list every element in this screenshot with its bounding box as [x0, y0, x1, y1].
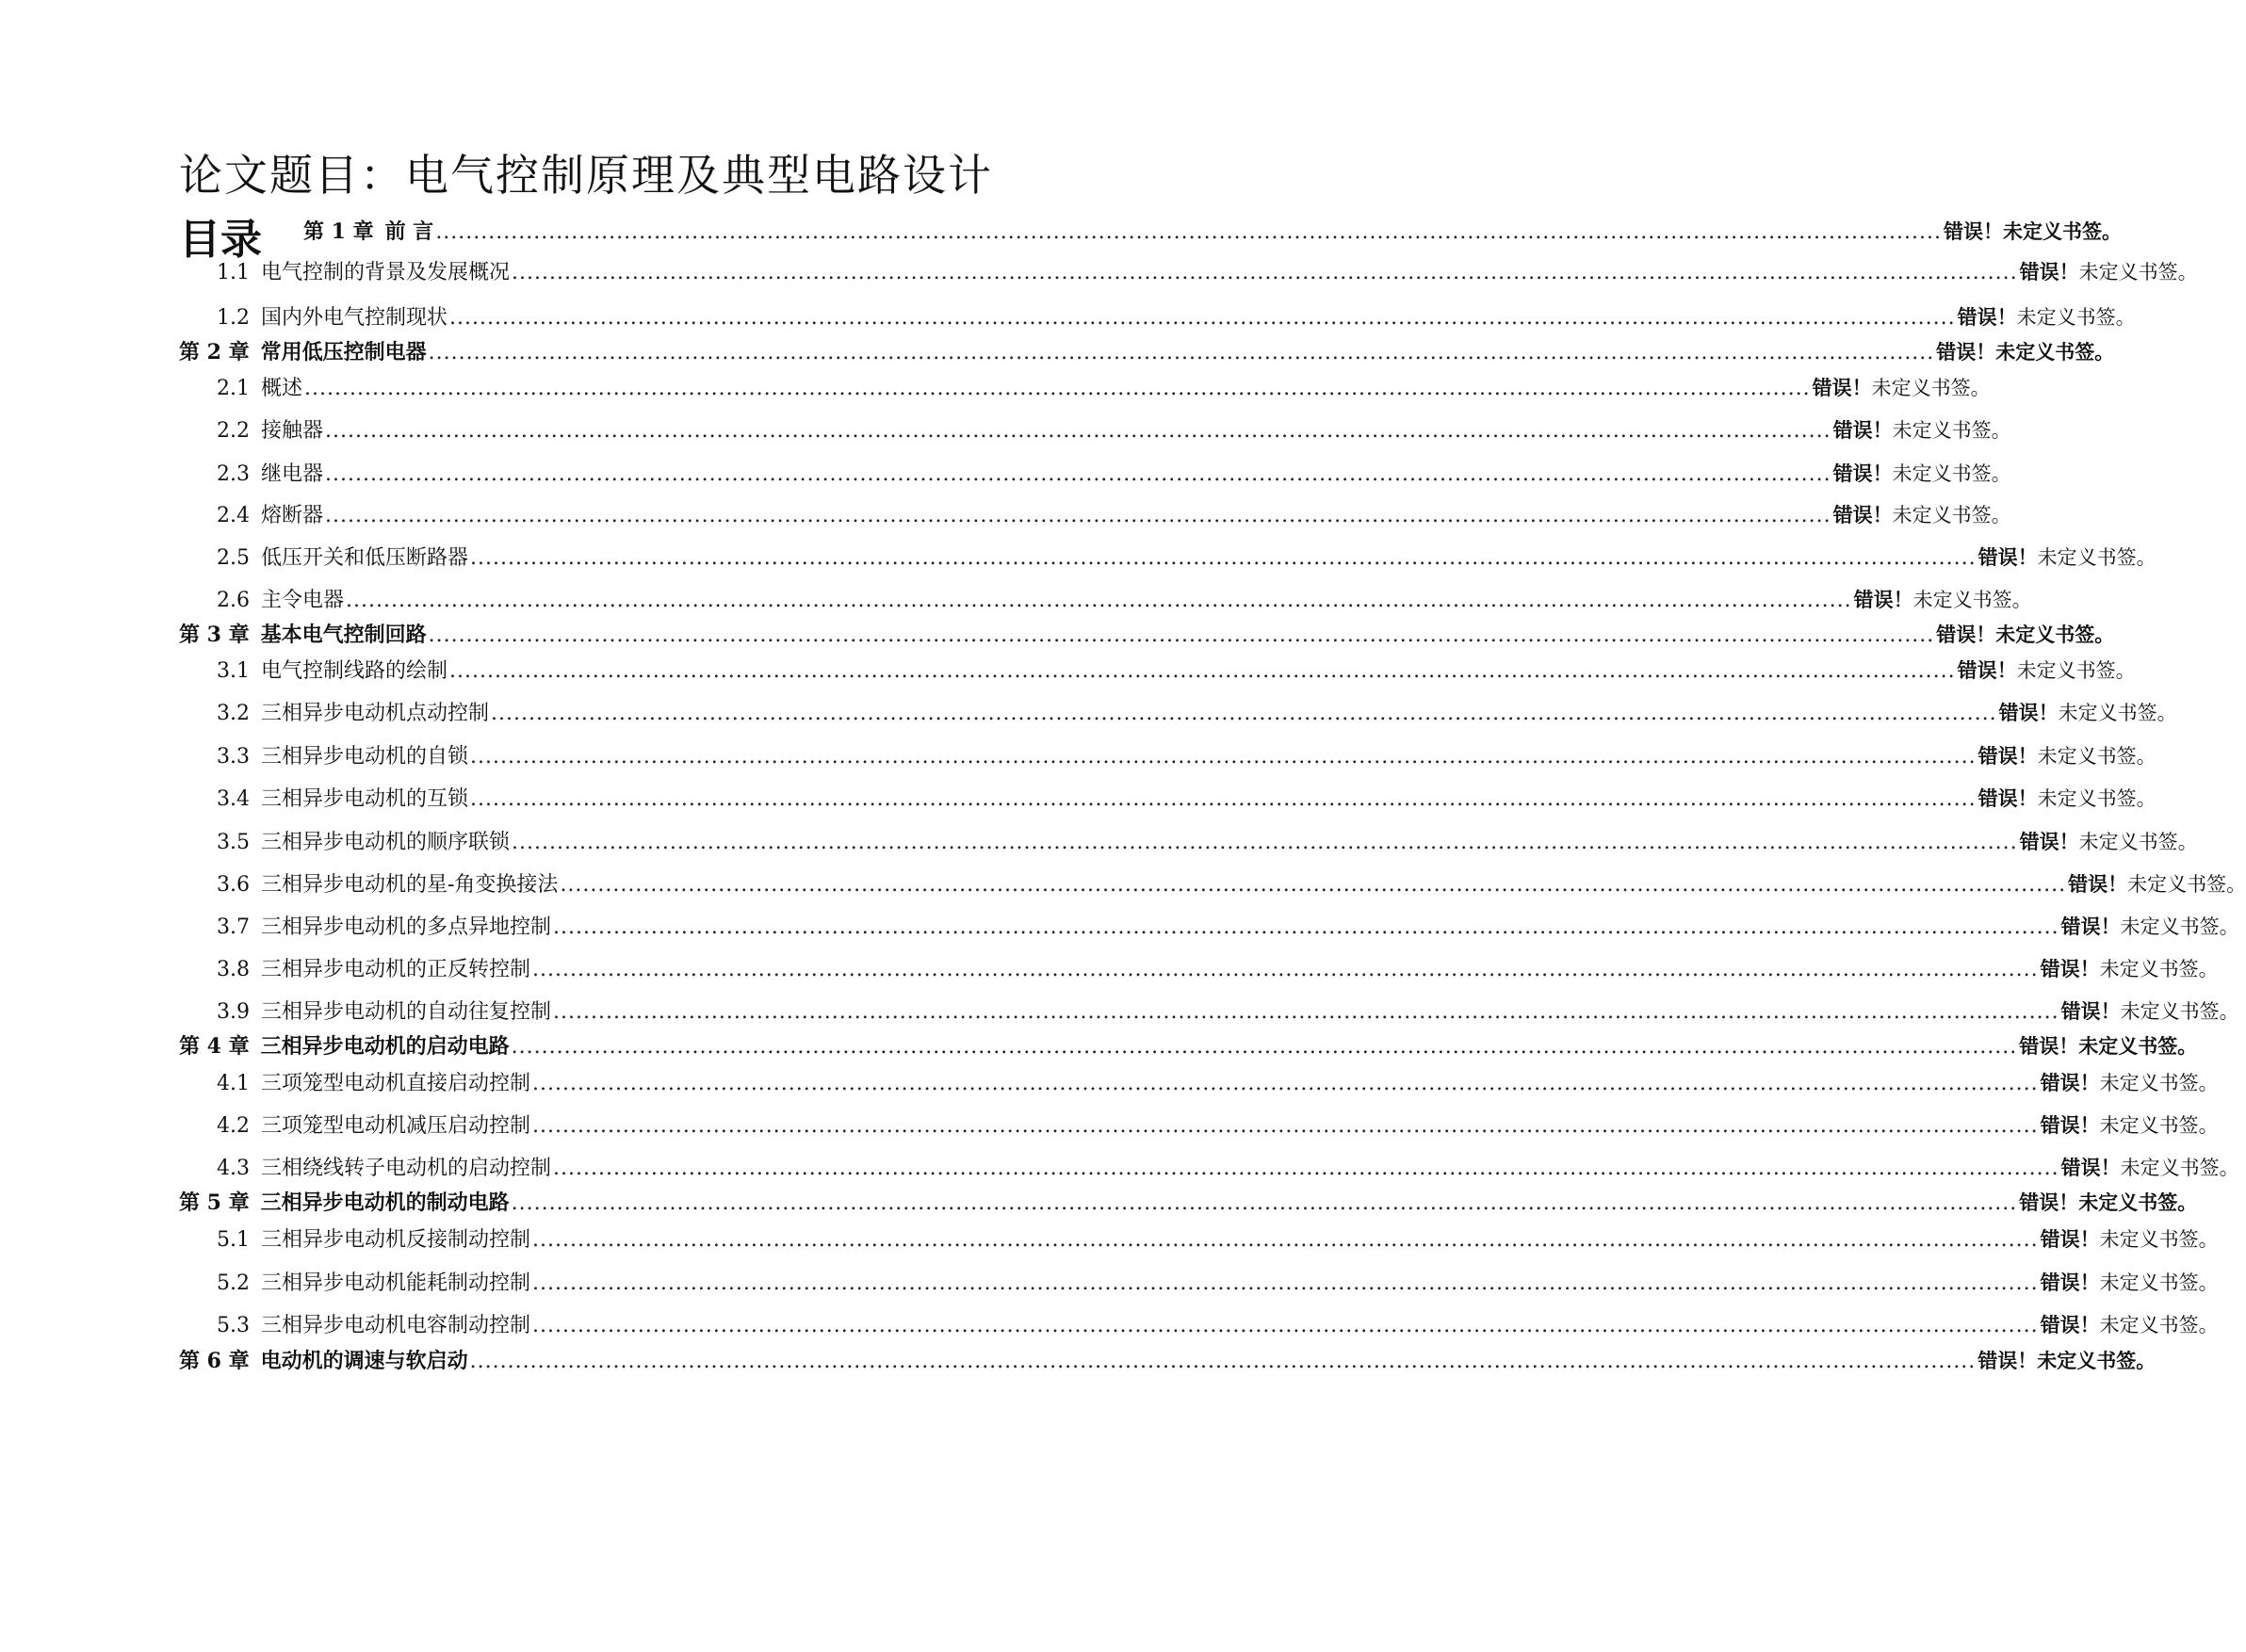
toc-chapter-entry[interactable]: [303, 216, 2122, 244]
toc-page-ref-error: [1833, 500, 2011, 528]
toc-entry-number: 3.7: [217, 915, 250, 939]
error-suffix: 未定义书签。: [2099, 1271, 2219, 1294]
thesis-title: 论文题目：电气控制原理及典型电路设计: [179, 150, 993, 201]
toc-entry-number: 第 5 章: [179, 1190, 250, 1215]
error-suffix: 未定义书签。: [1871, 377, 1991, 399]
toc-entry-number: 2.1: [217, 377, 250, 400]
toc-section-entry[interactable]: [217, 372, 1991, 400]
error-prefix: 错误！: [1977, 745, 2038, 768]
error-prefix: 错误！: [2060, 1157, 2121, 1179]
toc-entry-title: 三相异步电动机的制动电路: [260, 1190, 510, 1215]
error-suffix: 未定义书签。: [2037, 546, 2156, 569]
toc-entry-number: 5.2: [217, 1271, 250, 1295]
toc-entry-title: 接触器: [261, 419, 324, 443]
toc-entry-title: 三相异步电动机的启动电路: [260, 1034, 510, 1059]
error-suffix: 未定义书签。: [2058, 702, 2177, 724]
toc-entry-title: 概述: [261, 377, 303, 400]
toc-dot-leader: ........................................................................................................................................................................................................: [532, 1072, 2039, 1095]
toc-entry-title: 三相异步电动机的互锁: [261, 787, 469, 811]
toc-entry-number: 第 1 章: [303, 219, 374, 244]
error-prefix: 错误！: [2040, 1114, 2100, 1137]
toc-dot-leader: ........................................................................................................................................................................................................: [560, 873, 2067, 897]
toc-entry-title: 继电器: [261, 462, 324, 486]
toc-dot-leader: ........................................................................................................................................................................................................: [553, 915, 2059, 939]
error-prefix: 错误！: [1977, 1350, 2038, 1372]
toc-chapter-entry[interactable]: [179, 1030, 2198, 1059]
toc-page-ref-error: [1854, 585, 2032, 613]
error-suffix: 未定义书签。: [2016, 659, 2136, 682]
toc-dot-leader: ........................................................................................................................................................................................................: [325, 419, 1831, 443]
toc-entry-number: 3.8: [217, 958, 250, 981]
toc-entry-number: 5.1: [217, 1228, 250, 1252]
toc-entry-title: 基本电气控制回路: [260, 623, 427, 647]
toc-entry-title: 常用低压控制电器: [260, 340, 427, 364]
toc-section-entry[interactable]: [217, 458, 2011, 486]
toc-dot-leader: ........................................................................................................................................................................................................: [511, 1191, 2018, 1215]
toc-section-entry[interactable]: [217, 996, 2239, 1024]
toc-dot-leader: ........................................................................................................................................................................................................: [553, 1000, 2059, 1024]
error-prefix: 错误！: [1998, 702, 2059, 724]
toc-entry-title: 电气控制线路的绘制: [261, 659, 448, 683]
toc-entry-number: 第 2 章: [179, 340, 250, 364]
error-suffix: 未定义书签。: [2037, 745, 2156, 768]
toc-dot-leader: ........................................................................................................................................................................................................: [512, 831, 2018, 854]
error-prefix: 错误！: [1977, 787, 2038, 810]
error-suffix: 未定义书签。: [2099, 1228, 2219, 1251]
error-prefix: 错误！: [1832, 504, 1893, 526]
toc-entry-title: 主令电器: [261, 589, 345, 612]
toc-entry-title: 熔断器: [261, 504, 324, 527]
error-suffix: 未定义书签。: [1995, 624, 2115, 646]
toc-section-entry[interactable]: [217, 414, 2011, 443]
error-suffix: 未定义书签。: [2078, 1035, 2198, 1058]
toc-entry-title: 三相异步电动机点动控制: [261, 702, 490, 725]
toc-entry-number: 第 3 章: [179, 623, 250, 647]
toc-page-ref-error: [2041, 1268, 2219, 1296]
error-suffix: 未定义书签。: [2037, 787, 2156, 810]
toc-entry-number: 1.2: [217, 306, 250, 330]
error-prefix: 错误！: [2019, 1191, 2079, 1214]
error-suffix: 未定义书签。: [2099, 1072, 2219, 1094]
toc-page-ref-error: [1958, 656, 2136, 684]
toc-entry-number: 3.4: [217, 787, 250, 811]
error-prefix: 错误！: [1936, 624, 1996, 646]
toc-entry-number: 4.3: [217, 1157, 250, 1180]
toc-dot-leader: ........................................................................................................................................................................................................: [532, 1314, 2039, 1337]
toc-section-entry[interactable]: [217, 1067, 2219, 1095]
toc-entry-number: 1.1: [217, 261, 250, 284]
toc-entry-number: 5.3: [217, 1314, 250, 1337]
toc-dot-leader: ........................................................................................................................................................................................................: [470, 546, 1977, 570]
error-prefix: 错误！: [1977, 546, 2038, 569]
toc-entry-number: 2.3: [217, 462, 250, 486]
toc-page-ref-error: [1833, 459, 2011, 487]
error-prefix: 错误！: [1853, 589, 1913, 611]
toc-dot-leader: ........................................................................................................................................................................................................: [532, 958, 2039, 981]
toc-page-ref-error: [1813, 373, 1991, 401]
error-prefix: 错误！: [1832, 419, 1893, 442]
error-suffix: 未定义书签。: [1892, 419, 2011, 442]
toc-dot-leader: ........................................................................................................................................................................................................: [470, 787, 1977, 811]
error-prefix: 错误！: [2019, 261, 2079, 283]
error-prefix: 错误！: [1957, 659, 2017, 682]
toc-heading: 目录: [179, 216, 262, 264]
toc-page-ref-error: [2041, 1110, 2219, 1139]
toc-entry-title: 三相异步电动机的顺序联锁: [261, 831, 511, 854]
toc-page-ref-error: [2068, 869, 2246, 898]
toc-page-ref-error: [2061, 912, 2239, 940]
error-suffix: 未定义书签。: [2099, 1314, 2219, 1336]
toc-page-ref-error: [2019, 1188, 2197, 1216]
toc-entry-title: 电气控制的背景及发展概况: [261, 261, 511, 284]
toc-entry-title: 三相异步电动机电容制动控制: [261, 1314, 531, 1337]
toc-section-entry[interactable]: [217, 301, 2136, 330]
toc-chapter-entry[interactable]: [179, 619, 2115, 647]
error-suffix: 未定义书签。: [2016, 306, 2136, 329]
toc-dot-leader: ........................................................................................................................................................................................................: [449, 306, 1956, 330]
toc-entry-number: 4.2: [217, 1114, 250, 1138]
toc-entry-number: 第 6 章: [179, 1349, 250, 1373]
toc-entry-number: 3.6: [217, 873, 250, 897]
toc-section-entry[interactable]: [217, 1309, 2219, 1337]
toc-chapter-entry[interactable]: [179, 1345, 2156, 1373]
error-prefix: 错误！: [2040, 1228, 2100, 1251]
toc-entry-title: 国内外电气控制现状: [261, 306, 448, 330]
toc-page-ref-error: [2041, 1224, 2219, 1253]
toc-dot-leader: ........................................................................................................................................................................................................: [449, 659, 1956, 683]
toc-page-ref-error: [2061, 996, 2239, 1025]
error-prefix: 错误！: [2068, 873, 2128, 896]
error-suffix: 未定义书签。: [1912, 589, 2032, 611]
toc-entry-number: 2.4: [217, 504, 250, 527]
error-prefix: 错误！: [1812, 377, 1872, 399]
toc-section-entry[interactable]: [217, 499, 2011, 527]
toc-section-entry[interactable]: [217, 826, 2198, 854]
toc-dot-leader: ........................................................................................................................................................................................................: [428, 341, 1935, 364]
toc-dot-leader: ........................................................................................................................................................................................................: [435, 220, 1942, 244]
toc-section-entry[interactable]: [217, 655, 2136, 683]
toc-section-entry[interactable]: [217, 256, 2198, 284]
toc-entry-title: 三相异步电动机的自锁: [261, 745, 469, 769]
error-suffix: 未定义书签。: [2127, 873, 2246, 896]
error-suffix: 未定义书签。: [1892, 462, 2011, 485]
toc-section-entry[interactable]: [217, 1109, 2219, 1138]
toc-entry-title: 三相异步电动机的多点异地控制: [261, 915, 552, 939]
error-suffix: 未定义书签。: [2078, 261, 2198, 283]
toc-entry-number: 4.1: [217, 1072, 250, 1095]
toc-entry-number: 2.2: [217, 419, 250, 443]
toc-section-entry[interactable]: [217, 1267, 2219, 1295]
toc-section-entry[interactable]: [217, 584, 2032, 612]
toc-dot-leader: ........................................................................................................................................................................................................: [512, 261, 2018, 284]
toc-dot-leader: ........................................................................................................................................................................................................: [532, 1114, 2039, 1138]
error-prefix: 错误！: [1943, 220, 2003, 243]
toc-page-ref-error: [2041, 1068, 2219, 1096]
toc-section-entry[interactable]: [217, 911, 2239, 939]
toc-page-ref-error: [1958, 302, 2136, 331]
error-suffix: 未定义书签。: [2078, 831, 2198, 853]
toc-entry-title: 三相异步电动机能耗制动控制: [261, 1271, 531, 1295]
toc-entry-title: 三相异步电动机反接制动控制: [261, 1228, 531, 1252]
error-prefix: 错误！: [1957, 306, 2017, 329]
toc-page-ref-error: [2041, 954, 2219, 982]
toc-page-ref-error: [2020, 827, 2198, 855]
error-prefix: 错误！: [1832, 462, 1893, 485]
toc-entry-number: 2.5: [217, 546, 250, 570]
toc-dot-leader: ........................................................................................................................................................................................................: [491, 702, 1997, 725]
toc-dot-leader: ........................................................................................................................................................................................................: [304, 377, 1811, 400]
toc-section-entry[interactable]: [217, 697, 2177, 725]
toc-section-entry[interactable]: [217, 1152, 2239, 1180]
toc-entry-title: 三相异步电动机的星-角变换接法: [261, 873, 559, 897]
toc-section-entry[interactable]: [217, 740, 2156, 769]
toc-entry-number: 3.1: [217, 659, 250, 683]
toc-dot-leader: ........................................................................................................................................................................................................: [511, 1035, 2018, 1059]
toc-page-ref-error: [2019, 1031, 2197, 1060]
error-suffix: 未定义书签。: [2037, 1350, 2156, 1372]
toc-page-ref-error: [1977, 1346, 2156, 1374]
error-suffix: 未定义书签。: [2002, 220, 2122, 243]
toc-page-ref-error: [1978, 741, 2156, 769]
toc-entry-number: 3.2: [217, 702, 250, 725]
error-suffix: 未定义书签。: [2078, 1191, 2198, 1214]
toc-page-ref-error: [2041, 1310, 2219, 1338]
error-prefix: 错误！: [2040, 1072, 2100, 1094]
error-suffix: 未定义书签。: [2099, 1114, 2219, 1137]
error-prefix: 错误！: [2040, 1314, 2100, 1336]
toc-entry-title: 三项笼型电动机减压启动控制: [261, 1114, 531, 1138]
toc-page-ref-error: [2061, 1153, 2239, 1181]
toc-section-entry[interactable]: [217, 783, 2156, 811]
toc-entry-title: 电动机的调速与软启动: [260, 1349, 468, 1373]
error-suffix: 未定义书签。: [2099, 958, 2219, 980]
toc-section-entry[interactable]: [217, 1223, 2219, 1252]
error-suffix: 未定义书签。: [2120, 1157, 2239, 1179]
error-suffix: 未定义书签。: [2120, 1000, 2239, 1023]
error-prefix: 错误！: [2019, 831, 2079, 853]
toc-chapter-entry[interactable]: [179, 1187, 2198, 1215]
toc-dot-leader: ........................................................................................................................................................................................................: [469, 1350, 1977, 1373]
error-suffix: 未定义书签。: [1995, 341, 2115, 364]
toc-entry-title: 前 言: [384, 219, 434, 244]
error-prefix: 错误！: [2060, 1000, 2121, 1023]
toc-dot-leader: ........................................................................................................................................................................................................: [325, 462, 1831, 486]
toc-entry-number: 3.3: [217, 745, 250, 769]
toc-section-entry[interactable]: [217, 953, 2219, 981]
toc-page-ref-error: [1978, 784, 2156, 812]
toc-dot-leader: ........................................................................................................................................................................................................: [428, 624, 1935, 647]
error-suffix: 未定义书签。: [1892, 504, 2011, 526]
toc-entry-title: 三项笼型电动机直接启动控制: [261, 1072, 531, 1095]
toc-page-ref-error: [1978, 543, 2156, 571]
toc-chapter-entry[interactable]: [179, 336, 2115, 364]
toc-section-entry[interactable]: [217, 868, 2246, 897]
toc-page-ref-error: [1999, 698, 2177, 726]
toc-page-ref-error: [1936, 337, 2114, 365]
error-prefix: 错误！: [2019, 1035, 2079, 1058]
toc-dot-leader: ........................................................................................................................................................................................................: [346, 589, 1852, 612]
toc-entry-title: 三相异步电动机的自动往复控制: [261, 1000, 552, 1024]
toc-entry-title: 三相绕线转子电动机的启动控制: [261, 1157, 552, 1180]
toc-page-ref-error: [1833, 415, 2011, 444]
error-prefix: 错误！: [1936, 341, 1996, 364]
error-prefix: 错误！: [2040, 958, 2100, 980]
toc-page-ref-error: [1944, 217, 2122, 245]
toc-dot-leader: ........................................................................................................................................................................................................: [532, 1271, 2039, 1295]
toc-page-ref-error: [1936, 620, 2114, 648]
toc-dot-leader: ........................................................................................................................................................................................................: [470, 745, 1977, 769]
toc-page-ref-error: [2020, 257, 2198, 285]
toc-dot-leader: ........................................................................................................................................................................................................: [325, 504, 1831, 527]
error-prefix: 错误！: [2060, 915, 2121, 938]
toc-dot-leader: ........................................................................................................................................................................................................: [532, 1228, 2039, 1252]
toc-entry-number: 第 4 章: [179, 1034, 250, 1059]
toc-section-entry[interactable]: [217, 542, 2156, 570]
error-suffix: 未定义书签。: [2120, 915, 2239, 938]
toc-entry-title: 低压开关和低压断路器: [261, 546, 469, 570]
error-prefix: 错误！: [2040, 1271, 2100, 1294]
toc-dot-leader: ........................................................................................................................................................................................................: [553, 1157, 2059, 1180]
toc-entry-title: 三相异步电动机的正反转控制: [261, 958, 531, 981]
toc-entry-number: 3.5: [217, 831, 250, 854]
toc-entry-number: 3.9: [217, 1000, 250, 1024]
toc-entry-number: 2.6: [217, 589, 250, 612]
